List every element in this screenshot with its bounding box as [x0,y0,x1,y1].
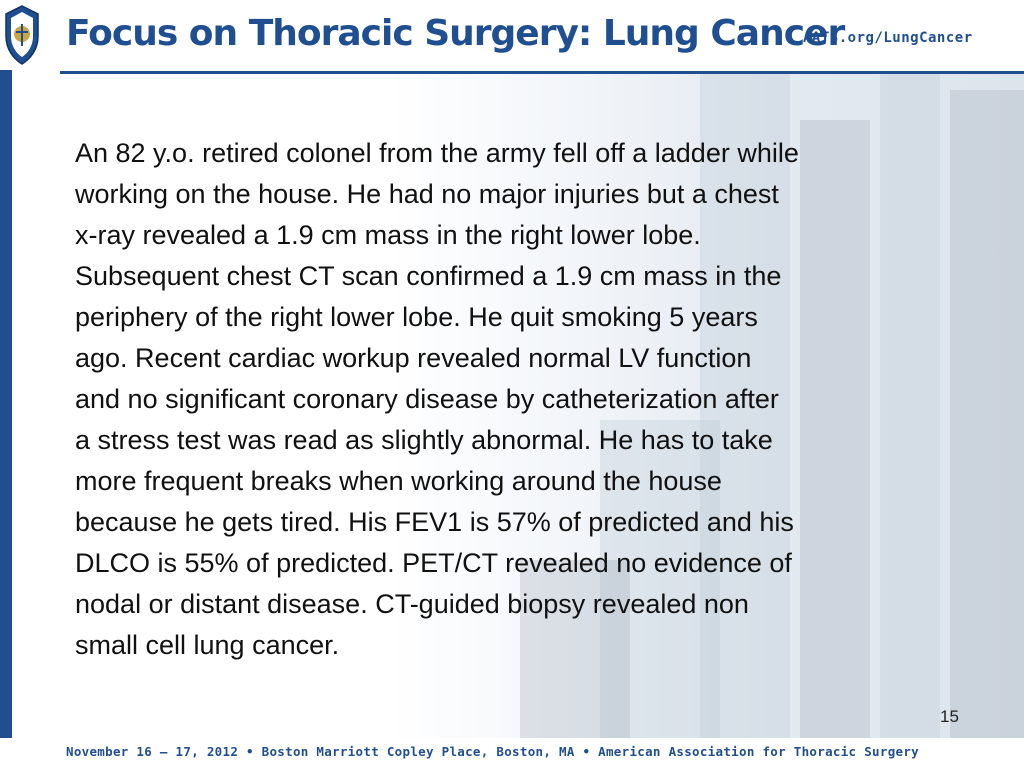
website-url: AATS.org/LungCancer [803,30,973,46]
aats-shield-logo-icon [2,4,42,66]
case-description: An 82 y.o. retired colonel from the army fell off a ladder while working on the house. He had no major injuries but a chest x-ray revealed a 1.9 cm mass in the right lower lobe. Subsequent chest CT scan confirmed a 1.9 cm mass in the periphery of the right lower lobe. He quit smoking 5 years ago. Recent cardiac workup revealed normal LV function and no significant coronary disease by catheterization after a stress test was read as slightly abnormal. He has to take more frequent breaks when working around the house because he gets tired. His FEV1 is 57% of predicted and his DLCO is 55% of predicted. PET/CT revealed no evidence of nodal or distant disease. CT-guided biopsy revealed non small cell lung cancer. [75,138,799,660]
slide-title: Focus on Thoracic Surgery: Lung Cancer [66,13,845,54]
header-divider [60,71,1024,74]
page-number: 15 [940,707,959,726]
left-accent-bar [0,70,12,738]
footer-text: November 16 – 17, 2012 • Boston Marriott Copley Place, Boston, MA • American Association for Thoracic Surgery [66,744,919,759]
